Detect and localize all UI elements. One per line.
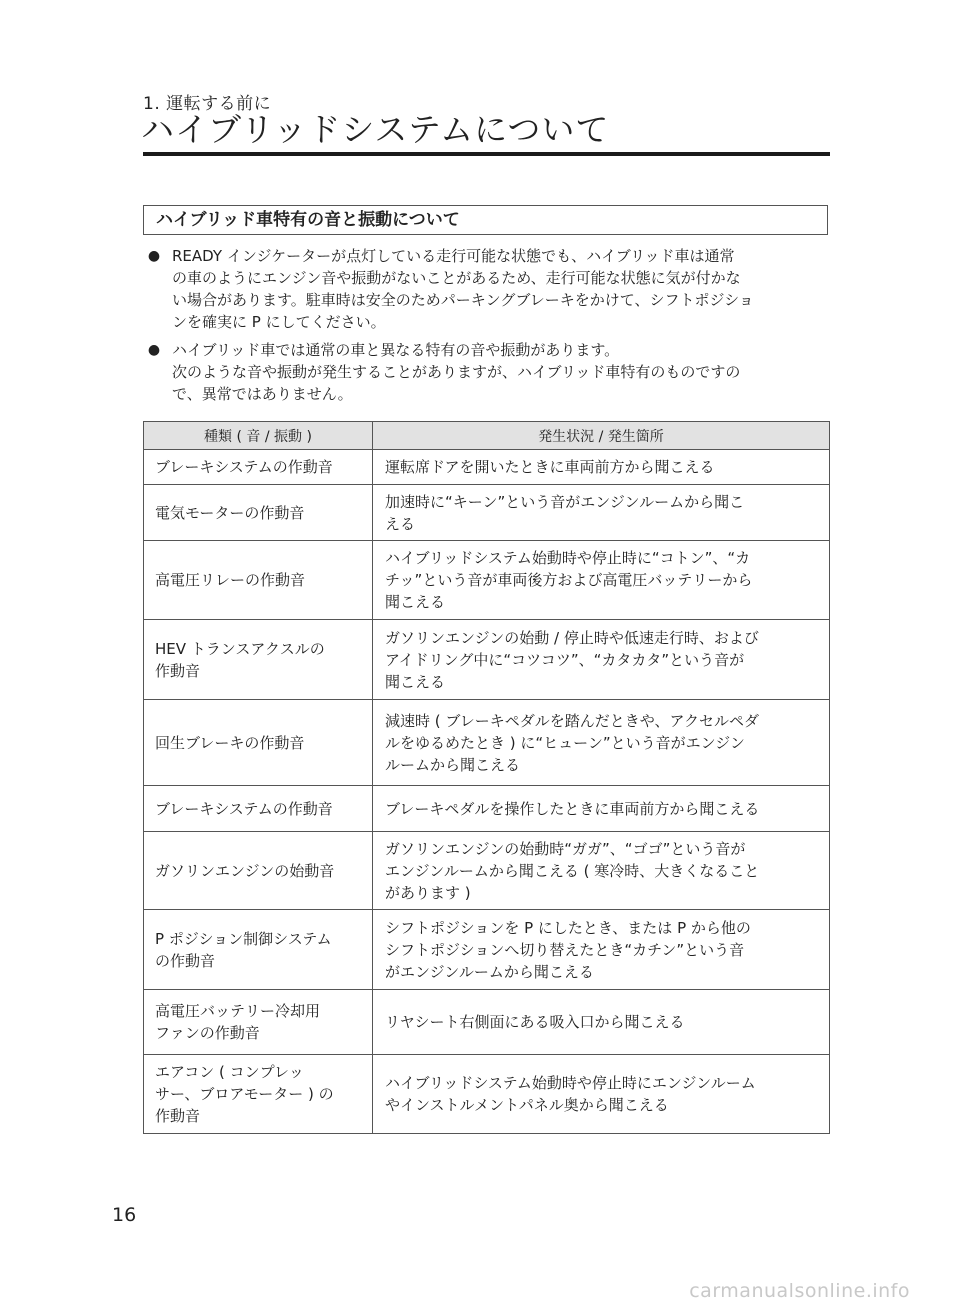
table-row <box>144 450 830 485</box>
condition-cell <box>373 450 830 485</box>
condition-line: 聞こえる <box>385 593 446 611</box>
table-row <box>144 786 830 832</box>
condition-line: があります ) <box>385 883 471 902</box>
condition-line: える <box>385 514 416 533</box>
condition-line: ガソリンエンジンの始動 / 停止時や低速走行時、および <box>385 628 759 647</box>
condition-line: やインストルメントパネル奥から聞こえる <box>385 1096 669 1114</box>
table-row <box>144 990 830 1055</box>
condition-line: リヤシート右側面にある吸入口から聞こえる <box>385 1013 685 1031</box>
column-header-condition: 発生状況 / 発生箇所 <box>373 422 830 450</box>
sound-type-line: 高電圧バッテリー冷却用 <box>155 1002 321 1020</box>
sound-type-line: ブレーキシステムの作動音 <box>155 799 333 818</box>
table-header-row <box>144 422 830 450</box>
sound-type-cell <box>144 910 373 990</box>
sound-type-cell <box>144 485 373 541</box>
sound-type-line: ファンの作動音 <box>155 1024 260 1042</box>
table-row <box>144 485 830 541</box>
condition-cell <box>373 541 830 620</box>
condition-cell <box>373 910 830 990</box>
sound-type-cell <box>144 700 373 786</box>
watermark: carmanualsonline.info <box>689 1280 910 1302</box>
condition-line: ガソリンエンジンの始動時“ガガ”、“ゴゴ”という音が <box>385 839 746 858</box>
condition-cell <box>373 485 830 541</box>
sound-type-line: エアコン ( コンプレッ <box>155 1063 304 1081</box>
sound-type-line: 高電圧リレーの作動音 <box>155 571 306 589</box>
sound-type-cell <box>144 832 373 910</box>
condition-cell <box>373 1055 830 1134</box>
bullet-line: 次のような音や振動が発生することがありますが、ハイブリッド車特有のものですの <box>172 363 741 381</box>
title-divider <box>143 152 830 156</box>
sound-type-line: の作動音 <box>155 951 216 970</box>
condition-cell <box>373 786 830 832</box>
table-row <box>144 1055 830 1134</box>
bullet-list <box>143 245 833 405</box>
sound-type-cell <box>144 620 373 700</box>
bullet-item <box>143 339 833 405</box>
condition-cell <box>373 620 830 700</box>
sound-type-line: ガソリンエンジンの始動音 <box>155 861 335 880</box>
condition-cell <box>373 832 830 910</box>
sound-type-line: P ポジション制御システム <box>155 929 332 948</box>
bullet-dot-icon: ● <box>147 342 161 358</box>
sound-type-cell <box>144 1055 373 1134</box>
table-row <box>144 700 830 786</box>
condition-line: シフトポジションを P にしたとき、または P から他の <box>385 918 751 937</box>
bullet-dot-icon: ● <box>147 248 161 264</box>
condition-cell <box>373 990 830 1055</box>
condition-line: チッ”という音が車両後方および高電圧バッテリーから <box>385 571 753 589</box>
condition-line: ハイブリッドシステム始動時や停止時にエンジンルーム <box>385 1074 756 1092</box>
bullet-line: ハイブリッド車では通常の車と異なる特有の音や振動があります。 <box>172 341 620 359</box>
section-heading: ハイブリッド車特有の音と振動について <box>143 205 828 235</box>
chapter-label: 1. 運転する前に <box>143 94 272 114</box>
condition-line: シフトポジションへ切り替えたとき“カチン”という音 <box>385 940 745 959</box>
sound-type-line: HEV トランスアクスルの <box>155 639 325 658</box>
column-header-type: 種類 ( 音 / 振動 ) <box>144 422 373 450</box>
sound-vibration-table <box>143 421 830 1134</box>
sound-type-line: サー、ブロアモーター ) の <box>155 1085 334 1103</box>
sound-type-cell <box>144 990 373 1055</box>
page-title: ハイブリッドシステムについて <box>141 110 610 149</box>
sound-type-cell <box>144 541 373 620</box>
condition-line: 運転席ドアを開いたときに車両前方から聞こえる <box>385 458 715 476</box>
sound-type-cell <box>144 450 373 485</box>
sound-type-line: ブレーキシステムの作動音 <box>155 458 333 476</box>
table-row <box>144 541 830 620</box>
condition-line: がエンジンルームから聞こえる <box>385 962 594 981</box>
sound-type-line: 作動音 <box>155 1107 201 1125</box>
sound-type-cell <box>144 786 373 832</box>
page-number: 16 <box>112 1204 137 1226</box>
bullet-line: ンを確実に P にしてください。 <box>172 313 386 331</box>
table-row <box>144 832 830 910</box>
condition-line: 加速時に“キーン”という音がエンジンルームから聞こ <box>385 492 745 511</box>
condition-line: ルームから聞こえる <box>385 755 521 774</box>
condition-line: エンジンルームから聞こえる ( 寒冷時、大きくなること <box>385 861 760 880</box>
bullet-item <box>143 245 833 333</box>
bullet-line: で、異常ではありません。 <box>172 385 353 403</box>
condition-line: アイドリング中に“コツコツ”、“カタカタ”という音が <box>385 650 745 669</box>
table-row <box>144 620 830 700</box>
sound-type-line: 電気モーターの作動音 <box>155 503 305 522</box>
condition-cell <box>373 700 830 786</box>
condition-line: ハイブリッドシステム始動時や停止時に“コトン”、“カ <box>385 549 751 567</box>
sound-type-line: 回生ブレーキの作動音 <box>155 733 305 752</box>
bullet-line: の車のようにエンジン音や振動がないことがあるため、走行可能な状態に気が付かな <box>172 269 741 287</box>
table-row <box>144 910 830 990</box>
condition-line: 減速時 ( ブレーキペダルを踏んだときや、アクセルペダ <box>385 711 760 730</box>
bullet-line: い場合があります。駐車時は安全のためパーキングブレーキをかけて、シフトポジショ <box>172 291 754 309</box>
condition-line: 聞こえる <box>385 672 446 691</box>
condition-line: ルをゆるめたとき ) に“ヒューン”という音がエンジン <box>385 733 745 752</box>
condition-line: ブレーキペダルを操作したときに車両前方から聞こえる <box>385 799 760 818</box>
bullet-line: READY インジケーターが点灯している走行可能な状態でも、ハイブリッド車は通常 <box>172 247 735 265</box>
sound-type-line: 作動音 <box>155 661 201 680</box>
